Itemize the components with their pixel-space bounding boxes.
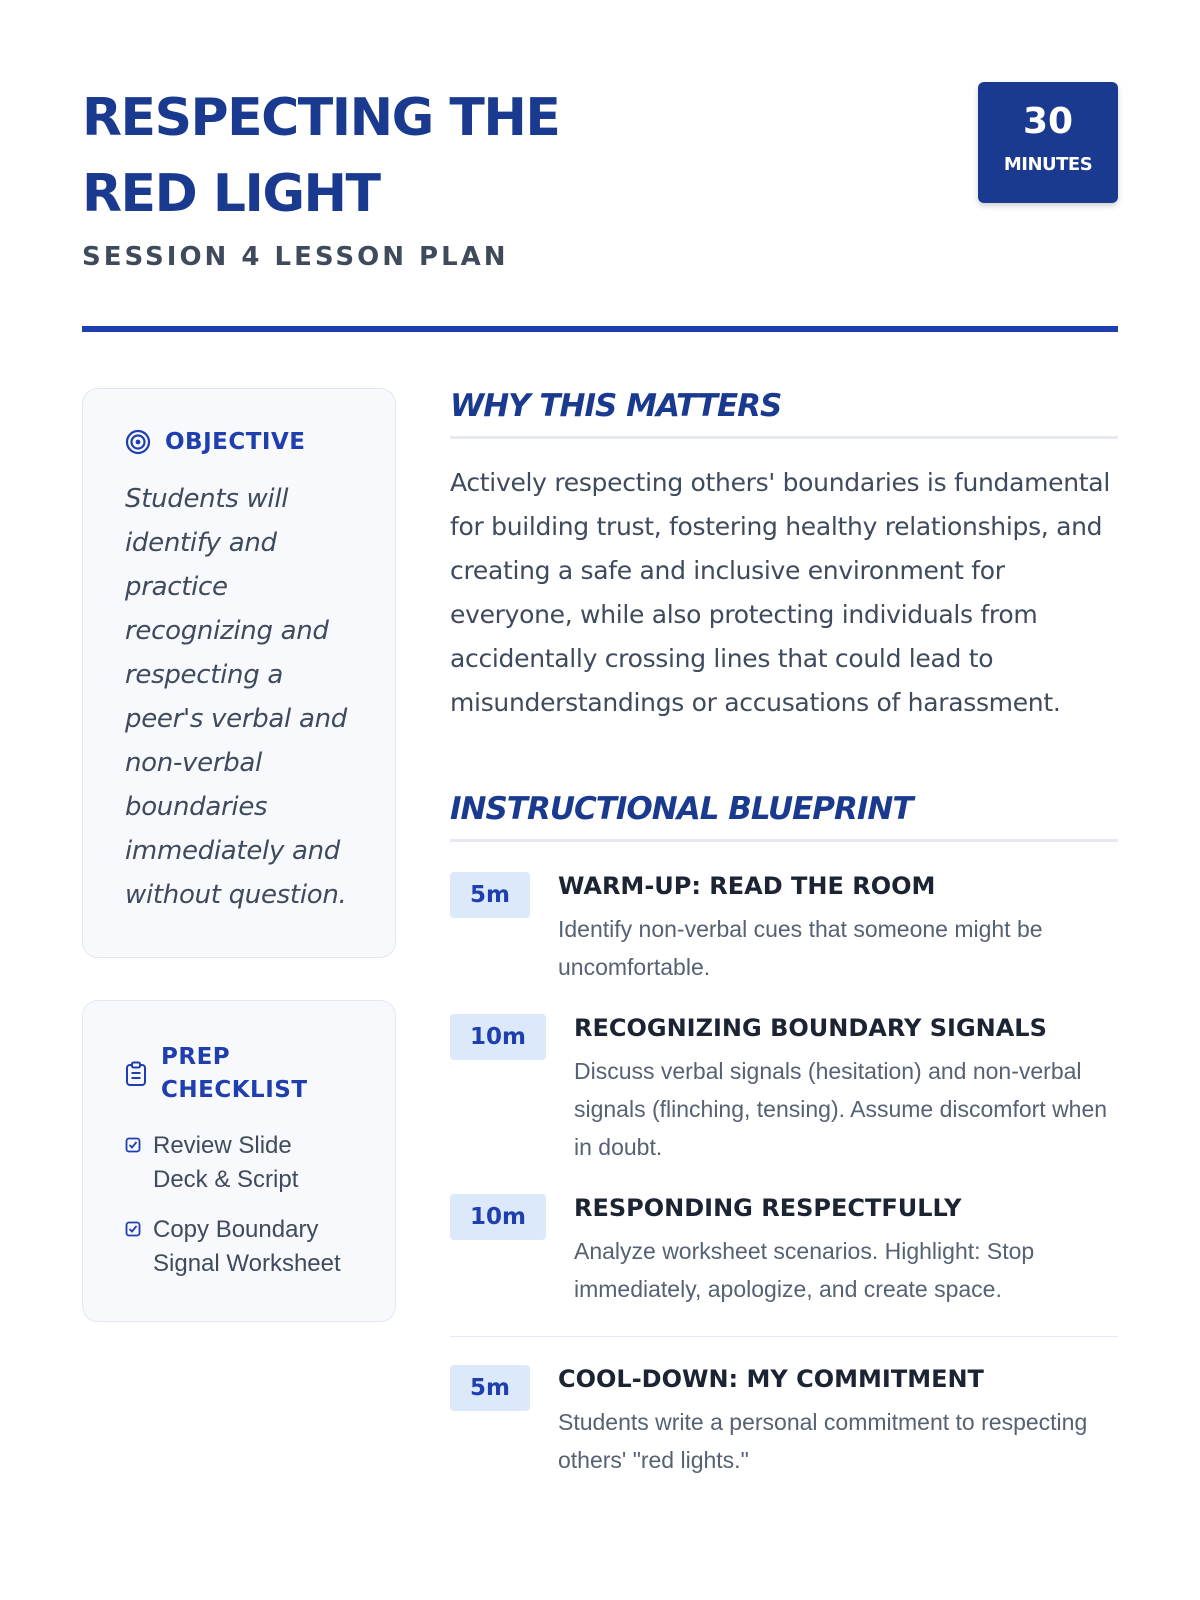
blueprint-step — [450, 1012, 1118, 1166]
blueprint-step — [450, 1192, 1118, 1308]
step-duration-tag: 5m — [450, 872, 530, 918]
step-duration-tag: 5m — [450, 1365, 530, 1411]
step-duration-tag: 10m — [450, 1194, 546, 1240]
content-body — [82, 388, 1118, 1568]
title-line-1: RESPECTING THE — [82, 88, 560, 148]
duration-unit: MINUTES — [1003, 154, 1093, 175]
checkbox-icon — [125, 1137, 141, 1153]
step-description: Students write a personal commitment to respecting others' "red lights." — [557, 1409, 1088, 1473]
checklist-heading — [125, 1041, 355, 1107]
why-text: Actively respecting others' boundaries is fundamental for building trust, fostering healthy relationships, and creating a safe and inclusive environment for everyone, while also protecting individuals from accidentally crossing lines that could lead to misunderstandings or accusations of harassment. — [450, 468, 1110, 717]
page-title — [82, 80, 782, 232]
objective-heading-label: OBJECTIVE — [165, 429, 306, 455]
header — [82, 80, 1118, 326]
objective-card — [82, 388, 396, 958]
checklist-heading-line-2: CHECKLIST — [161, 1077, 308, 1103]
step-description: Analyze worksheet scenarios. Highlight: Stop immediately, apologize, and create space. — [573, 1238, 1035, 1302]
objective-text: Students will identify and practice recognizing and respecting a peer's verbal and non-verbal boundaries immediately and without question. — [125, 484, 347, 910]
checklist-heading-line-1: PREP — [161, 1044, 231, 1070]
checklist-items — [125, 1129, 355, 1281]
step-description: Discuss verbal signals (hesitation) and non-verbal signals (flinching, tensing). Assume discomfort when in doubt. — [573, 1058, 1108, 1160]
checklist-heading-label — [161, 1041, 308, 1107]
duration-value: 30 — [1022, 101, 1074, 142]
target-icon — [125, 429, 151, 455]
blueprint-heading: INSTRUCTIONAL BLUEPRINT — [450, 791, 1118, 842]
blueprint-step — [450, 1336, 1118, 1479]
title-line-2: RED LIGHT — [82, 164, 380, 224]
why-heading: WHY THIS MATTERS — [450, 388, 1118, 439]
step-title: RESPONDING RESPECTFULLY — [573, 1194, 962, 1222]
sidebar — [82, 388, 396, 1322]
objective-heading — [125, 429, 355, 455]
checklist-item[interactable] — [125, 1213, 355, 1281]
clipboard-icon — [125, 1061, 147, 1087]
prep-checklist-card — [82, 1000, 396, 1322]
blueprint-steps — [450, 870, 1118, 1479]
duration-badge — [978, 82, 1118, 203]
step-title: COOL-DOWN: MY COMMITMENT — [557, 1365, 984, 1393]
checklist-item-label: Copy Boundary Signal Worksheet — [153, 1216, 341, 1277]
main-content — [450, 388, 1118, 1479]
checklist-item[interactable] — [125, 1129, 355, 1197]
step-duration-tag: 10m — [450, 1014, 546, 1060]
checkbox-icon — [125, 1221, 141, 1237]
step-description: Identify non-verbal cues that someone might be uncomfortable. — [557, 916, 1043, 980]
header-divider — [82, 326, 1118, 332]
checklist-item-label: Review Slide Deck & Script — [153, 1132, 299, 1193]
step-title: WARM-UP: READ THE ROOM — [557, 872, 936, 900]
blueprint-step — [450, 870, 1118, 986]
step-title: RECOGNIZING BOUNDARY SIGNALS — [573, 1014, 1047, 1042]
page-subtitle: SESSION 4 LESSON PLAN — [82, 242, 509, 272]
